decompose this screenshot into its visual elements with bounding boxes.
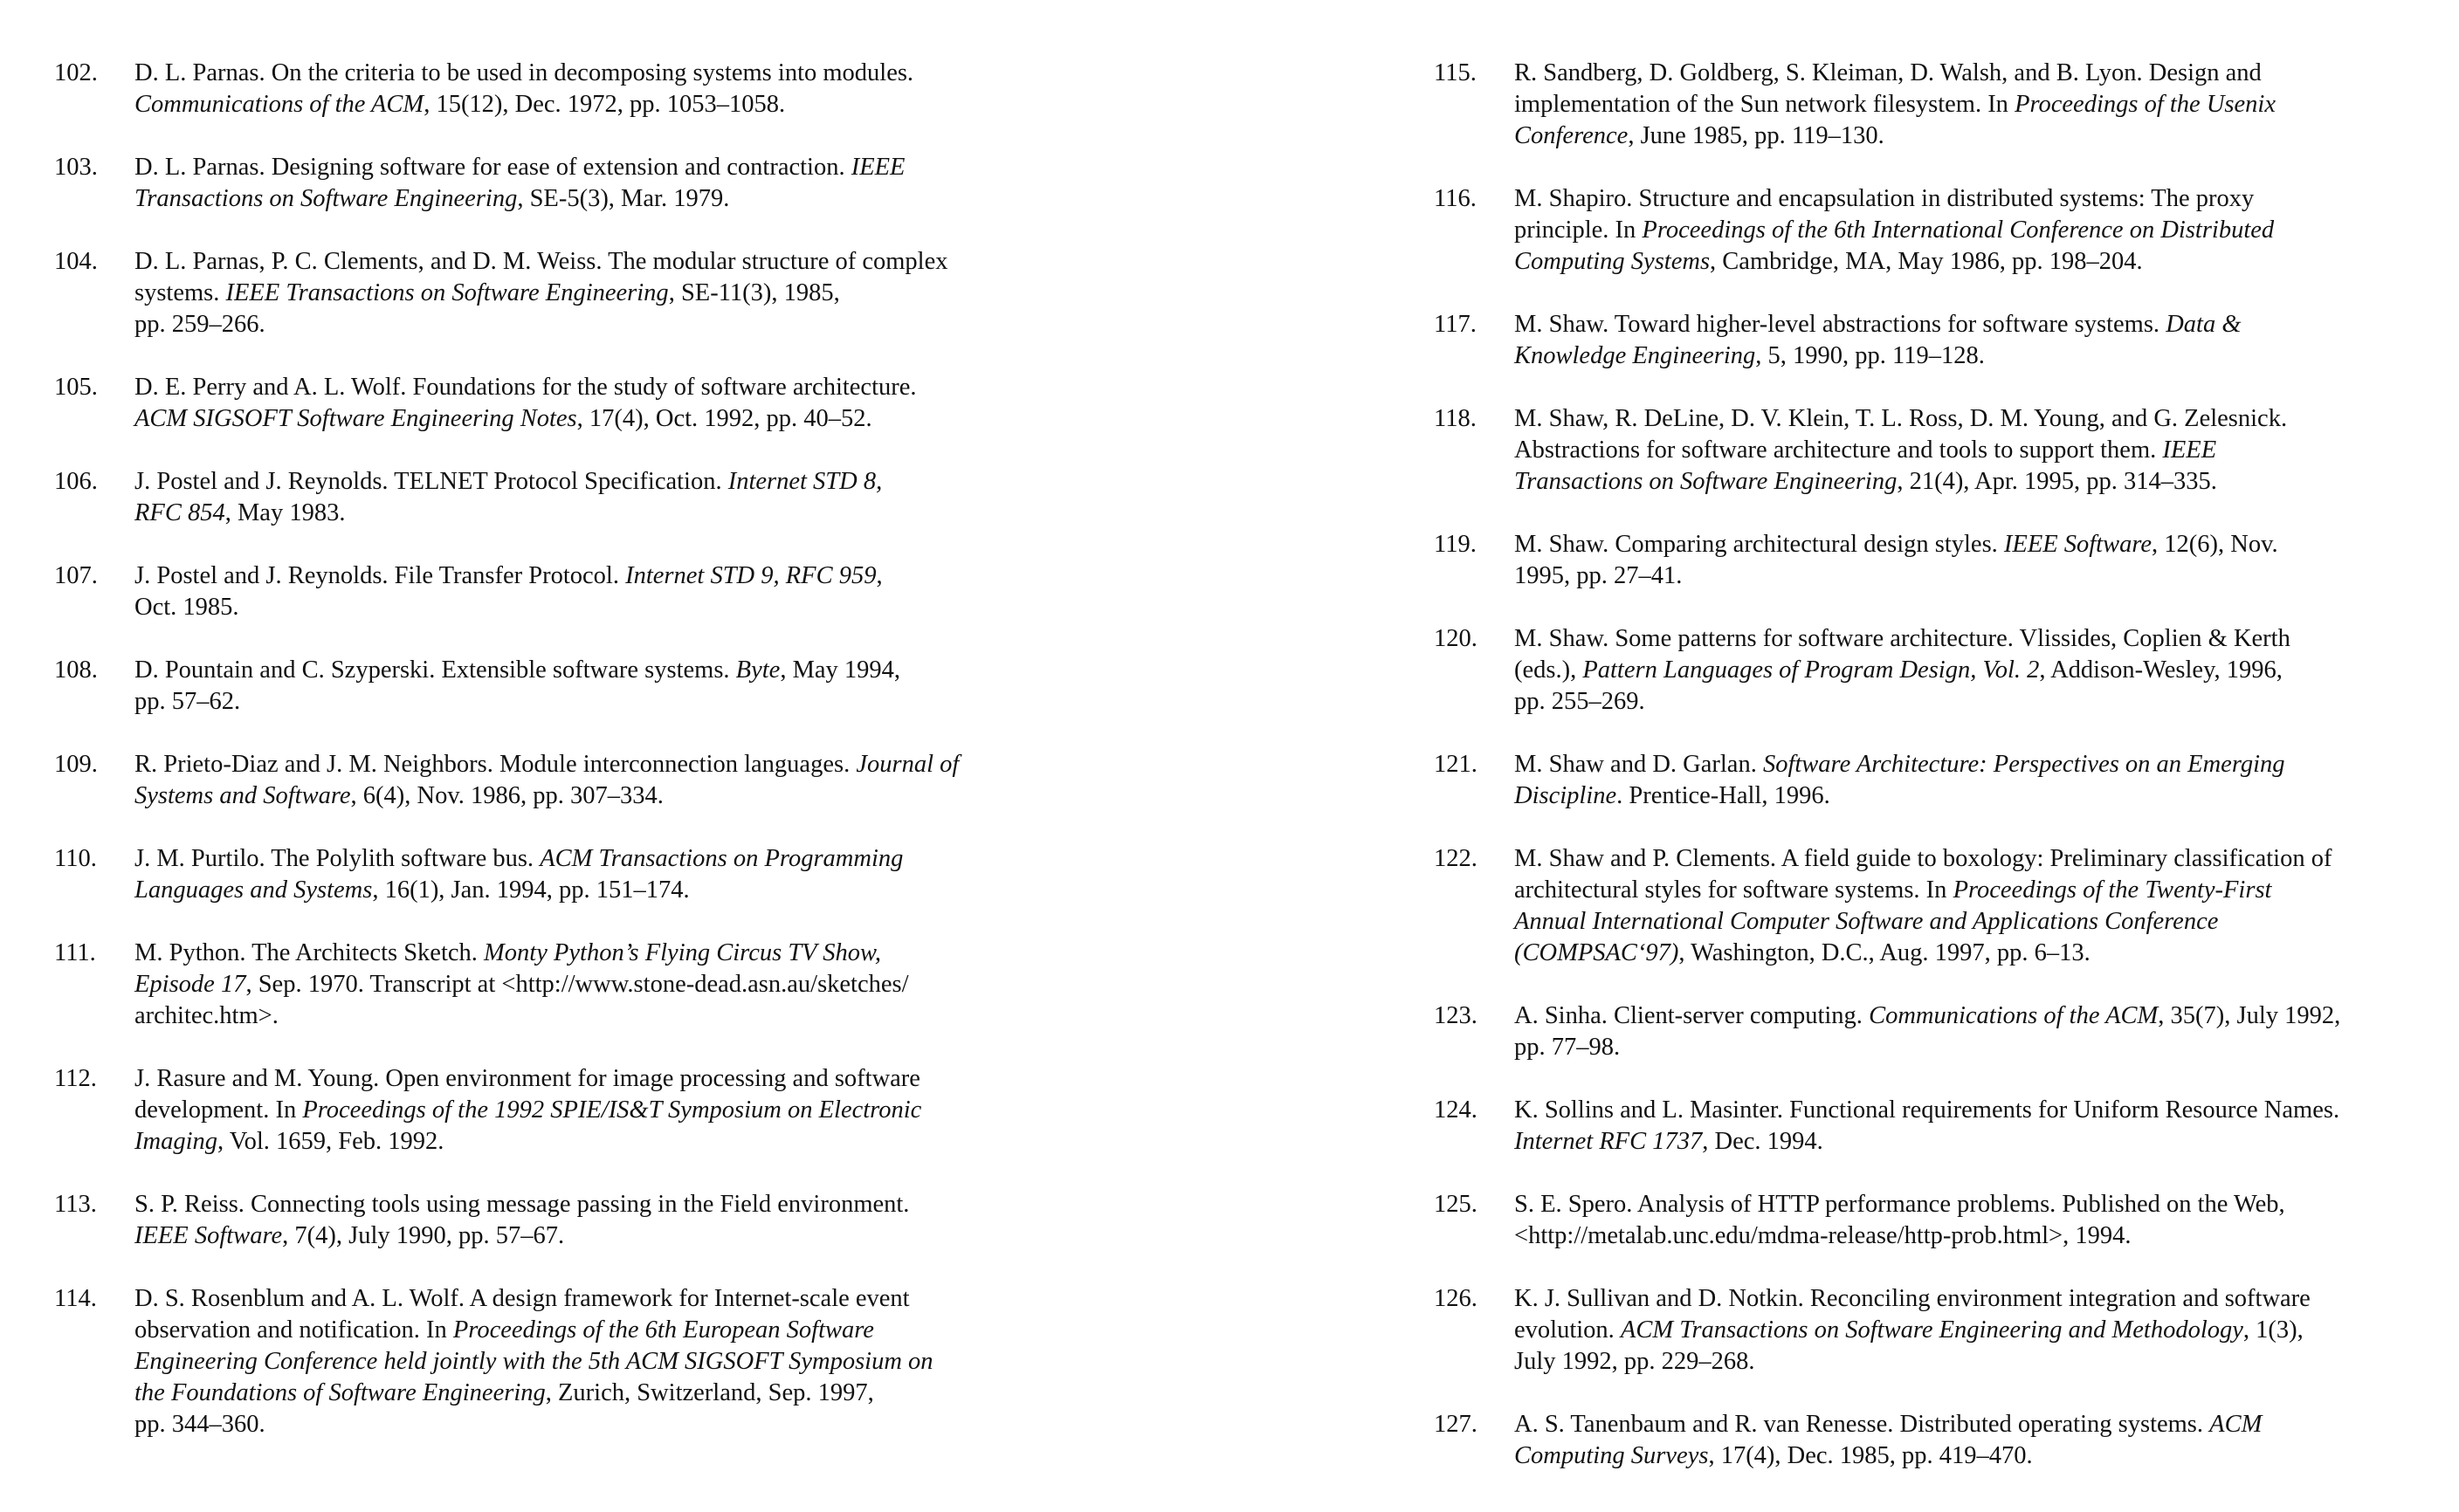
reference-text-run: , 6(4), Nov. 1986, pp. 307–334. <box>350 782 664 809</box>
reference-title-italic: IEEE Transactions on Software Engineering <box>225 279 669 306</box>
reference-text-run: , 5, 1990, pp. 119–128. <box>1755 342 1985 369</box>
reference-entry <box>54 372 1058 435</box>
reference-entry <box>1434 403 2421 498</box>
reference-title-italic: Proceedings of the Usenix Conference <box>1514 91 2276 149</box>
reference-text-run: , Vol. 1659, Feb. 1992. <box>217 1128 444 1155</box>
reference-entry <box>1434 1189 2421 1252</box>
reference-number: 114. <box>54 1285 97 1312</box>
reference-number: 120. <box>1434 625 1477 652</box>
reference-title-italic: Proceedings of the 6th European Software Engineering Conference held jointly with the 5th ACM SIGSOFT Symposium on the Foundations of Software Engineering <box>134 1316 933 1406</box>
reference-text <box>1514 1409 2421 1472</box>
reference-text <box>134 58 1058 120</box>
reference-number: 127. <box>1434 1411 1477 1438</box>
reference-text-run: , 35(7), July 1992, pp. 77–98. <box>1514 1002 2341 1061</box>
reference-entry <box>54 246 1058 340</box>
reference-title-italic: ACM Transactions on Software Engineering and Methodology <box>1620 1316 2243 1344</box>
reference-text <box>1514 1095 2421 1158</box>
reference-entry <box>1434 843 2421 969</box>
reference-text-run: M. Shaw. Comparing architectural design styles. <box>1514 531 2004 558</box>
reference-number: 126. <box>1434 1285 1477 1312</box>
reference-text-run: S. P. Reiss. Connecting tools using message passing in the Field environment. <box>134 1191 910 1218</box>
reference-number: 109. <box>54 751 98 778</box>
reference-entry <box>54 938 1058 1032</box>
reference-number: 104. <box>54 248 98 275</box>
reference-text-run: , Zurich, Switzerland, Sep. 1997, pp. 344–360. <box>134 1379 874 1438</box>
reference-title-italic: Data & Knowledge Engineering <box>1514 311 2242 369</box>
reference-number: 106. <box>54 468 98 495</box>
reference-title-italic: Monty Python’s Flying Circus TV Show, Episode 17 <box>134 939 881 998</box>
reference-text-run: D. L. Parnas. Designing software for ease of extension and contraction. <box>134 154 851 181</box>
reference-text-run: M. Shaw and P. Clements. A field guide to boxology: Preliminary classification of architectural styles for software systems. In <box>1514 845 2332 904</box>
reference-number: 115. <box>1434 59 1477 86</box>
reference-number: 122. <box>1434 845 1477 872</box>
reference-text-run: , Washington, D.C., Aug. 1997, pp. 6–13. <box>1678 939 2090 966</box>
reference-title-italic: Internet STD 9, RFC 959 <box>625 562 877 589</box>
reference-entry <box>54 1283 1058 1440</box>
reference-number: 111. <box>54 939 96 966</box>
reference-title-italic: IEEE Transactions on Software Engineering <box>1514 436 2217 495</box>
references-right-column <box>1434 58 2421 1503</box>
reference-entry <box>54 655 1058 718</box>
reference-text-run: K. J. Sullivan and D. Notkin. Reconciling environment integration and software evolution. <box>1514 1285 2311 1344</box>
reference-title-italic: Journal of Systems and Software <box>134 751 960 809</box>
reference-entry <box>54 152 1058 215</box>
reference-text-run: M. Shaw and D. Garlan. <box>1514 751 1763 778</box>
reference-number: 121. <box>1434 751 1477 778</box>
reference-text-run: D. S. Rosenblum and A. L. Wolf. A design framework for Internet-scale event observation and notification. In <box>134 1285 910 1344</box>
reference-title-italic: Software Architecture: Perspectives on an Emerging Discipline <box>1514 751 2285 809</box>
reference-entry <box>54 749 1058 812</box>
reference-text <box>134 1189 1058 1252</box>
reference-text-run: D. Pountain and C. Szyperski. Extensible software systems. <box>134 656 736 684</box>
reference-title-italic: Communications of the ACM <box>1869 1002 2159 1029</box>
reference-number: 118. <box>1434 405 1477 432</box>
reference-entry <box>54 58 1058 120</box>
reference-number: 102. <box>54 59 98 86</box>
reference-number: 103. <box>54 154 98 181</box>
reference-entry <box>54 560 1058 623</box>
reference-entry <box>54 1189 1058 1252</box>
reference-text <box>134 843 1058 906</box>
reference-entry <box>1434 58 2421 152</box>
reference-text-run: , 12(6), Nov. 1995, pp. 27–41. <box>1514 531 2278 589</box>
reference-text <box>134 246 1058 340</box>
reference-text-run: M. Shaw. Toward higher-level abstractions for software systems. <box>1514 311 2166 338</box>
reference-number: 113. <box>54 1191 97 1218</box>
reference-text-run: M. Shaw. Some patterns for software architecture. Vlissides, Coplien & Kerth (eds.), <box>1514 625 2290 684</box>
reference-entry <box>54 1063 1058 1158</box>
reference-number: 117. <box>1434 311 1477 338</box>
reference-text <box>134 1063 1058 1158</box>
reference-text-run: , 17(4), Dec. 1985, pp. 419–470. <box>1708 1442 2033 1469</box>
reference-text <box>134 372 1058 435</box>
reference-text-run: , SE-5(3), Mar. 1979. <box>517 185 730 212</box>
reference-text-run: J. Postel and J. Reynolds. TELNET Protocol Specification. <box>134 468 728 495</box>
reference-entry <box>1434 1409 2421 1472</box>
reference-text-run: D. L. Parnas. On the criteria to be used in decomposing systems into modules. <box>134 59 914 86</box>
reference-text-run: , SE-11(3), 1985, pp. 259–266. <box>134 279 840 338</box>
reference-text-run: R. Prieto-Diaz and J. M. Neighbors. Module interconnection languages. <box>134 751 857 778</box>
reference-text-run: A. Sinha. Client-server computing. <box>1514 1002 1870 1029</box>
reference-text <box>1514 1189 2421 1252</box>
reference-title-italic: Internet RFC 1737 <box>1514 1128 1703 1155</box>
reference-text-run: D. L. Parnas, P. C. Clements, and D. M. Weiss. The modular structure of complex systems. <box>134 248 948 306</box>
reference-text-run: J. Postel and J. Reynolds. File Transfer Protocol. <box>134 562 626 589</box>
reference-title-italic: IEEE Software <box>2003 531 2152 558</box>
reference-title-italic: Byte <box>735 656 781 684</box>
reference-title-italic: Internet STD 8, RFC 854 <box>134 468 883 526</box>
reference-entry <box>1434 1095 2421 1158</box>
reference-text-run: , Dec. 1994. <box>1702 1128 1823 1155</box>
reference-text <box>1514 1283 2421 1378</box>
reference-text <box>1514 1000 2421 1063</box>
reference-title-italic: Communications of the ACM <box>134 91 424 118</box>
reference-text <box>134 749 1058 812</box>
reference-text-run: M. Python. The Architects Sketch. <box>134 939 485 966</box>
reference-entry <box>54 466 1058 529</box>
reference-text <box>134 152 1058 215</box>
reference-title-italic: Proceedings of the Twenty-First Annual International Computer Software and Applications Conference (COMPSAC‘97) <box>1514 876 2272 966</box>
reference-text <box>134 938 1058 1032</box>
reference-title-italic: Pattern Languages of Program Design, Vol. 2 <box>1582 656 2040 684</box>
reference-number: 108. <box>54 656 98 684</box>
reference-entry <box>1434 749 2421 812</box>
reference-text <box>1514 58 2421 152</box>
reference-text-run: , 7(4), July 1990, pp. 57–67. <box>282 1222 565 1249</box>
reference-text-run: M. Shaw, R. DeLine, D. V. Klein, T. L. Ross, D. M. Young, and G. Zelesnick. Abstractions for software architecture and tools to support them. <box>1514 405 2288 464</box>
reference-number: 107. <box>54 562 98 589</box>
reference-text-run: , June 1985, pp. 119–130. <box>1628 122 1884 149</box>
references-left-column <box>54 58 1058 1472</box>
reference-text-run: , 1(3), July 1992, pp. 229–268. <box>1514 1316 2304 1375</box>
reference-text-run: , 21(4), Apr. 1995, pp. 314–335. <box>1897 468 2217 495</box>
reference-title-italic: Proceedings of the 6th International Conference on Distributed Computing Systems <box>1514 216 2275 275</box>
reference-text-run: J. M. Purtilo. The Polylith software bus. <box>134 845 541 872</box>
reference-number: 116. <box>1434 185 1477 212</box>
reference-text-run: , Cambridge, MA, May 1986, pp. 198–204. <box>1710 248 2143 275</box>
reference-number: 123. <box>1434 1002 1477 1029</box>
reference-text-run: A. S. Tanenbaum and R. van Renesse. Distributed operating systems. <box>1514 1411 2210 1438</box>
reference-text-run: D. E. Perry and A. L. Wolf. Foundations for the study of software architecture. <box>134 374 917 401</box>
reference-number: 124. <box>1434 1096 1477 1124</box>
reference-entry <box>54 843 1058 906</box>
reference-text <box>1514 529 2421 592</box>
reference-number: 110. <box>54 845 97 872</box>
reference-entry <box>1434 1283 2421 1378</box>
reference-text-run: , May 1994, pp. 57–62. <box>134 656 901 715</box>
reference-entry <box>1434 183 2421 278</box>
reference-text <box>1514 183 2421 278</box>
reference-text-run: , Addison-Wesley, 1996, pp. 255–269. <box>1514 656 2283 715</box>
reference-entry <box>1434 1000 2421 1063</box>
reference-text-run: M. Shapiro. Structure and encapsulation in distributed systems: The proxy principle. In <box>1514 185 2255 244</box>
reference-text-run: , May 1983. <box>224 499 346 526</box>
reference-text-run: , 17(4), Oct. 1992, pp. 40–52. <box>576 405 872 432</box>
reference-entry <box>1434 309 2421 372</box>
reference-title-italic: ACM Computing Surveys <box>1514 1411 2263 1469</box>
reference-entry <box>1434 529 2421 592</box>
reference-text-run: , Sep. 1970. Transcript at <http://www.stone-dead.asn.au/sketches/ architec.htm>. <box>134 971 909 1029</box>
reference-text <box>1514 749 2421 812</box>
reference-title-italic: IEEE Software <box>134 1222 283 1249</box>
reference-title-italic: Proceedings of the 1992 SPIE/IS&T Symposium on Electronic Imaging <box>134 1096 922 1155</box>
reference-number: 112. <box>54 1065 97 1092</box>
reference-text-run: R. Sandberg, D. Goldberg, S. Kleiman, D. Walsh, and B. Lyon. Design and implementation of the Sun network filesystem. In <box>1514 59 2262 118</box>
reference-text-run: , Oct. 1985. <box>134 562 883 621</box>
reference-text <box>1514 623 2421 718</box>
reference-text <box>1514 403 2421 498</box>
reference-text <box>134 466 1058 529</box>
reference-number: 119. <box>1434 531 1477 558</box>
reference-text-run: S. E. Spero. Analysis of HTTP performance problems. Published on the Web, <http://metalab.unc.edu/mdma-release/http-prob.html>, 1994. <box>1514 1191 2285 1249</box>
reference-text-run: , 15(12), Dec. 1972, pp. 1053–1058. <box>424 91 786 118</box>
reference-number: 105. <box>54 374 98 401</box>
reference-text-run: K. Sollins and L. Masinter. Functional requirements for Uniform Resource Names. <box>1514 1096 2340 1124</box>
reference-text <box>134 1283 1058 1440</box>
reference-text <box>1514 309 2421 372</box>
reference-text <box>134 655 1058 718</box>
reference-text-run: J. Rasure and M. Young. Open environment for image processing and software development. In <box>134 1065 920 1124</box>
reference-text <box>134 560 1058 623</box>
reference-text-run: . Prentice-Hall, 1996. <box>1616 782 1830 809</box>
reference-title-italic: ACM SIGSOFT Software Engineering Notes <box>134 405 577 432</box>
reference-text <box>1514 843 2421 969</box>
reference-entry <box>1434 623 2421 718</box>
reference-number: 125. <box>1434 1191 1477 1218</box>
reference-text-run: , 16(1), Jan. 1994, pp. 151–174. <box>372 876 690 904</box>
reference-title-italic: ACM Transactions on Programming Languages and Systems <box>134 845 904 904</box>
reference-title-italic: IEEE Transactions on Software Engineering <box>134 154 906 212</box>
